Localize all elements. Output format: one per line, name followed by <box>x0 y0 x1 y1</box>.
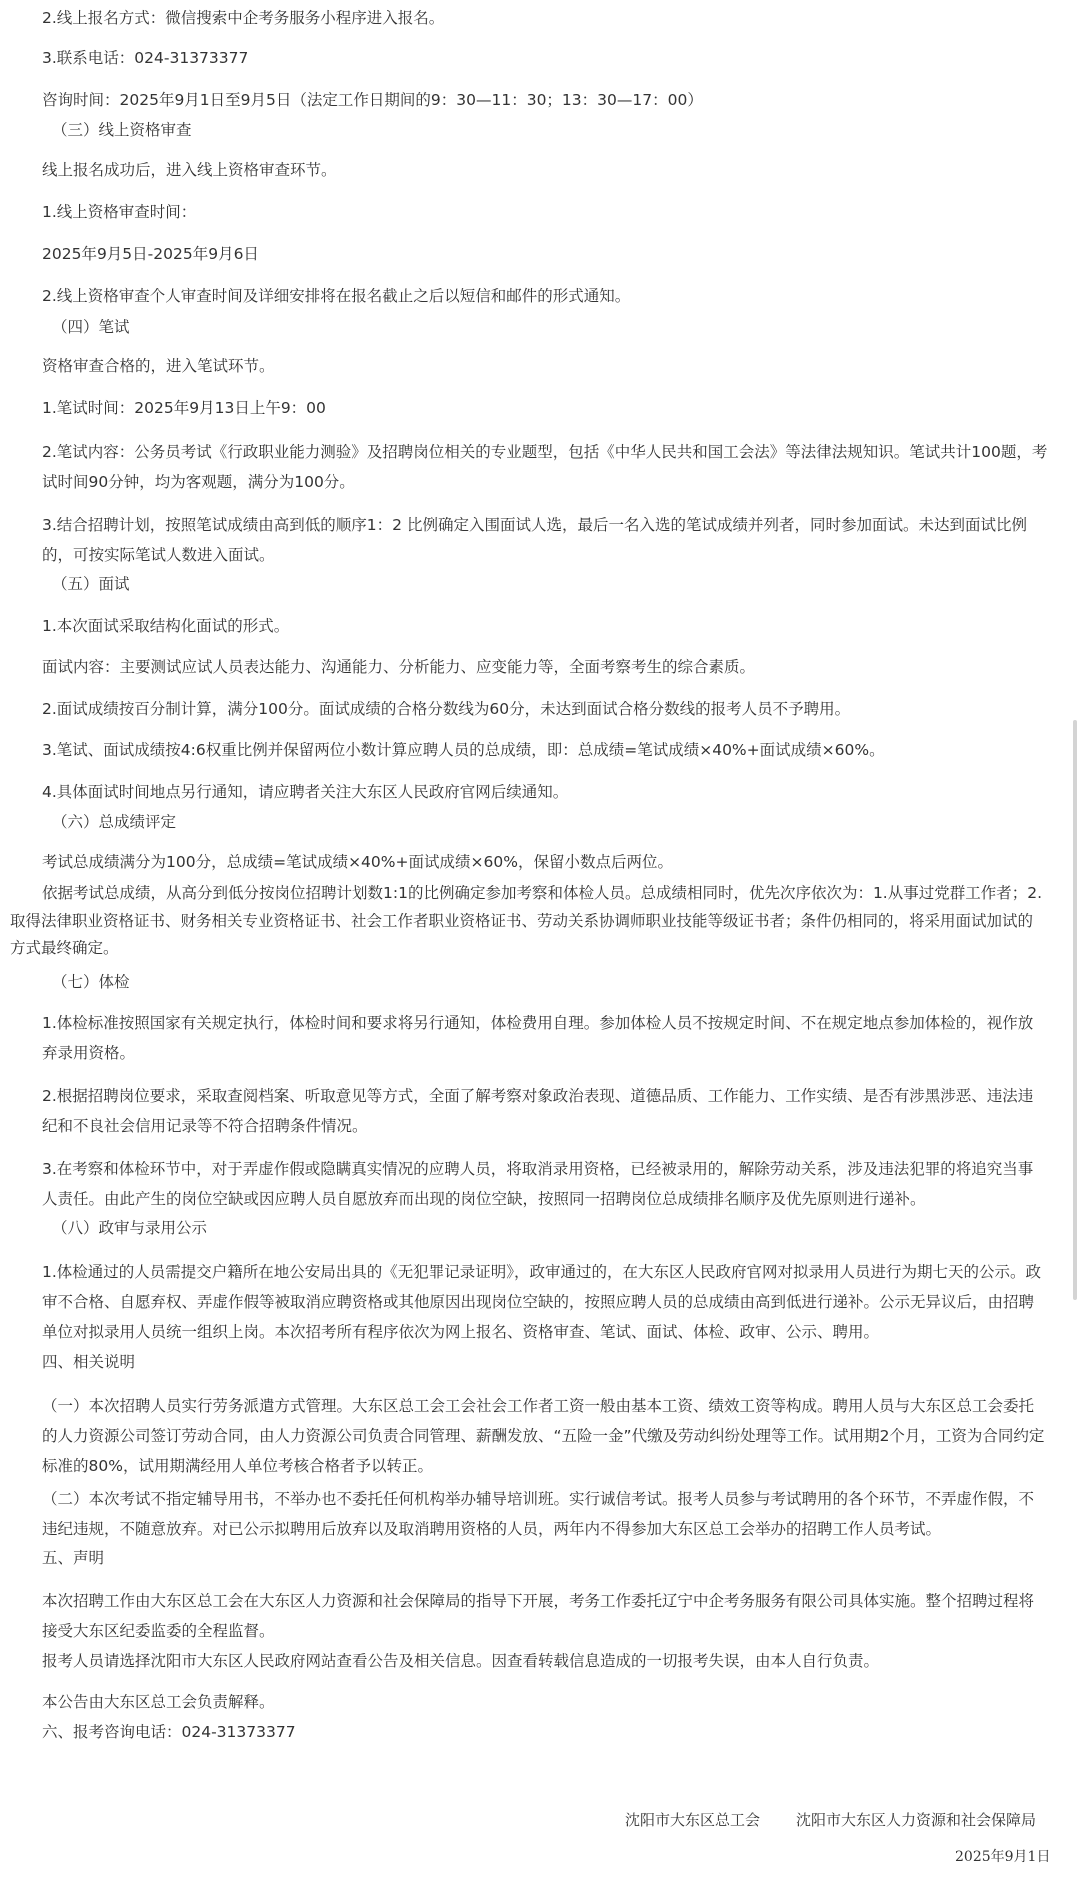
paragraph: 1.线上资格审查时间： <box>42 203 197 221</box>
paragraph: 报考人员请选择沈阳市大东区人民政府网站查看公告及相关信息。因查看转载信息造成的一切报考失误，由本人自行负责。 <box>42 1652 880 1670</box>
paragraph: 1.体检标准按照国家有关规定执行，体检时间和要求将另行通知，体检费用自理。参加体检人员不按规定时间、不在规定地点参加体检的，视作放弃录用资格。 <box>42 1014 1034 1062</box>
paragraph: 3.联系电话：024-31373377 <box>42 49 249 67</box>
paragraph: 3.在考察和体检环节中，对于弄虚作假或隐瞒真实情况的应聘人员，将取消录用资格，已经被录用的，解除劳动关系，涉及违法犯罪的将追究当事人责任。由此产生的岗位空缺或因应聘人员自愿放弃而出现的岗位空缺，按照同一招聘岗位总成绩排名顺序及优先原则进行递补。 <box>42 1160 1034 1208</box>
paragraph: 2025年9月5日-2025年9月6日 <box>42 245 259 263</box>
section-heading: （五）面试 <box>52 575 130 593</box>
paragraph: 1.笔试时间：2025年9月13日上午9：00 <box>42 399 326 417</box>
signature-org-hr-bureau: 沈阳市大东区人力资源和社会保障局 <box>796 1811 1037 1829</box>
section-heading: （六）总成绩评定 <box>52 813 177 831</box>
paragraph: 3.笔试、面试成绩按4:6权重比例并保留两位小数计算应聘人员的总成绩，即：总成绩=笔试成绩×40%+面试成绩×60%。 <box>42 741 885 759</box>
paragraph: 资格审查合格的，进入笔试环节。 <box>42 357 275 375</box>
paragraph: 咨询时间：2025年9月1日至9月5日（法定工作日期间的9：30—11：30；13：30—17：00） <box>42 91 703 109</box>
section-heading: 五、声明 <box>42 1549 105 1567</box>
paragraph: 考试总成绩满分为100分，总成绩=笔试成绩×40%+面试成绩×60%，保留小数点后两位。 <box>42 853 673 871</box>
paragraph: 依据考试总成绩，从高分到低分按岗位招聘计划数1:1的比例确定参加考察和体检人员。总成绩相同时，优先次序依次为：1.从事过党群工作者；2.取得法律职业资格证书、财务相关专业资格证书、社会工作者职业资格证书、劳动关系协调师职业技能等级证书者；条件仍相同的，将采用面试加试的方式最终确定。 <box>10 884 1043 957</box>
section-heading: （三）线上资格审查 <box>52 121 192 139</box>
paragraph: 2.根据招聘岗位要求，采取查阅档案、听取意见等方式，全面了解考察对象政治表现、道德品质、工作能力、工作实绩、是否有涉黑涉恶、违法违纪和不良社会信用记录等不符合招聘条件情况。 <box>42 1087 1034 1135</box>
paragraph: （一）本次招聘人员实行劳务派遣方式管理。大东区总工会工会社会工作者工资一般由基本工资、绩效工资等构成。聘用人员与大东区总工会委托的人力资源公司签订劳动合同，由人力资源公司负责合同管理、薪酬发放、“五险一金”代缴及劳动纠纷处理等工作。试用期2个月，工资为合同约定标准的80%，试用期满经用人单位考核合格者予以转正。 <box>42 1397 1045 1475</box>
paragraph: 4.具体面试时间地点另行通知，请应聘者关注大东区人民政府官网后续通知。 <box>42 783 569 801</box>
paragraph: 六、报考咨询电话：024-31373377 <box>42 1723 296 1741</box>
section-heading: （八）政审与录用公示 <box>52 1219 208 1237</box>
signature-org-union: 沈阳市大东区总工会 <box>625 1811 761 1829</box>
section-heading: （七）体检 <box>52 973 130 991</box>
paragraph: 2.线上资格审查个人审查时间及详细安排将在报名截止之后以短信和邮件的形式通知。 <box>42 287 631 305</box>
paragraph: 3.结合招聘计划，按照笔试成绩由高到低的顺序1：2 比例确定入围面试人选，最后一名入选的笔试成绩并列者，同时参加面试。未达到面试比例的，可按实际笔试人数进入面试。 <box>42 516 1027 564</box>
signature-date: 2025年9月1日 <box>955 1849 1051 1865</box>
paragraph: 2.笔试内容：公务员考试《行政职业能力测验》及招聘岗位相关的专业题型，包括《中华人民共和国工会法》等法律法规知识。笔试共计100题，考试时间90分钟，均为客观题，满分为100分。 <box>42 443 1048 491</box>
paragraph: 面试内容：主要测试应试人员表达能力、沟通能力、分析能力、应变能力等，全面考察考生的综合素质。 <box>42 658 756 676</box>
paragraph: 2.面试成绩按百分制计算，满分100分。面试成绩的合格分数线为60分，未达到面试合格分数线的报考人员不予聘用。 <box>42 700 851 718</box>
paragraph: 1.本次面试采取结构化面试的形式。 <box>42 617 290 635</box>
paragraph: 线上报名成功后，进入线上资格审查环节。 <box>42 161 337 179</box>
section-heading: 四、相关说明 <box>42 1353 136 1371</box>
section-heading: （四）笔试 <box>52 318 130 336</box>
paragraph: 本次招聘工作由大东区总工会在大东区人力资源和社会保障局的指导下开展，考务工作委托辽宁中企考务服务有限公司具体实施。整个招聘过程将接受大东区纪委监委的全程监督。 <box>42 1592 1035 1640</box>
paragraph: 1.体检通过的人员需提交户籍所在地公安局出具的《无犯罪记录证明》，政审通过的，在大东区人民政府官网对拟录用人员进行为期七天的公示。政审不合格、自愿弃权、弄虚作假等被取消应聘资格或其他原因出现岗位空缺的，按照应聘人员的总成绩由高到低进行递补。公示无异议后，由招聘单位对拟录用人员统一组织上岗。本次招考所有程序依次为网上报名、资格审查、笔试、面试、体检、政审、公示、聘用。 <box>42 1263 1042 1341</box>
scrollbar-thumb[interactable] <box>1073 720 1077 1300</box>
paragraph: 本公告由大东区总工会负责解释。 <box>42 1693 275 1711</box>
paragraph: （二）本次考试不指定辅导用书，不举办也不委托任何机构举办辅导培训班。实行诚信考试。报考人员参与考试聘用的各个环节，不弄虚作假，不违纪违规，不随意放弃。对已公示拟聘用后放弃以及取消聘用资格的人员，两年内不得参加大东区总工会举办的招聘工作人员考试。 <box>42 1490 1035 1538</box>
paragraph: 2.线上报名方式：微信搜索中企考务服务小程序进入报名。 <box>42 9 445 27</box>
